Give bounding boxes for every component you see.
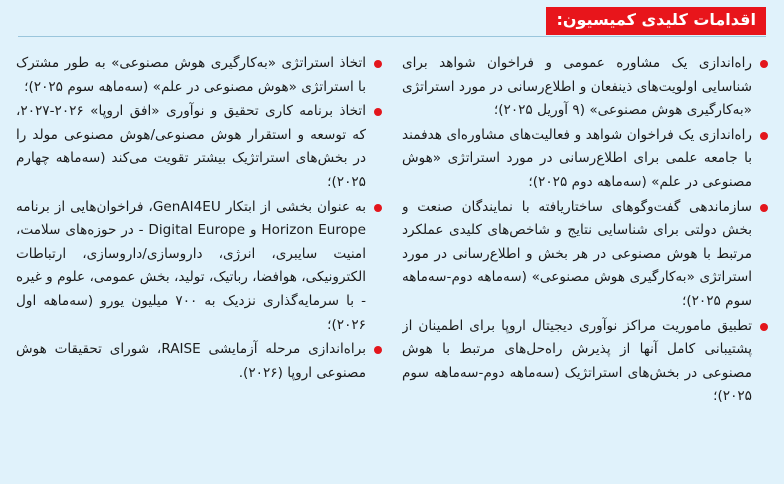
list-item (402, 196, 768, 314)
columns (16, 52, 768, 478)
list-item (16, 338, 382, 385)
item-text: براه‌اندازی مرحله آزمایشی RAISE، شورای تحقیقات هوش مصنوعی اروپا (۲۰۲۶). (16, 341, 366, 381)
left-column (16, 52, 382, 478)
right-column (402, 52, 768, 478)
item-text: راه‌اندازی یک مشاوره عمومی و فراخوان شواهد برای شناسایی اولویت‌های ذینفعان و اطلاع‌رسانی در مورد استراتژی «به‌کارگیری هوش مصنوعی» (۹ آوریل ۲۰۲۵)؛ (402, 55, 752, 119)
item-text: اتخاذ برنامه کاری تحقیق و نوآوری «افق اروپا» ۲۰۲۶-۲۰۲۷، که توسعه و استقرار هوش مصنوعی/هوش مصنوعی مولد را در بخش‌های استراتژیک بیشتر تقویت می‌کند (سه‌ماهه چهارم ۲۰۲۵)؛ (16, 103, 366, 190)
item-text: سازماندهی گفت‌وگوهای ساختاریافته با نمایندگان صنعت و بخش دولتی برای شناسایی نتایج و شاخص‌های کلیدی عملکرد مرتبط با هوش مصنوعی در هر بخش و اطلاع‌رسانی در مورد استراتژی «به‌کارگیری هوش مصنوعی» (سه‌ماهه دوم-سه‌ماهه سوم ۲۰۲۵)؛ (402, 198, 752, 309)
bullet-icon (374, 60, 382, 68)
bullet-icon (760, 60, 768, 68)
header-divider (18, 36, 766, 37)
bullet-icon (374, 204, 382, 212)
list-item (402, 124, 768, 195)
panel-title: اقدامات کلیدی کمیسیون: (546, 7, 766, 35)
list-item (16, 100, 382, 194)
item-text: به عنوان بخشی از ابتکار GenAI4EU، فراخوان‌هایی از برنامه Horizon Europe و Digital Europe - در حوزه‌های سلامت، امنیت سایبری، انرژی، داروسازی/دارو‌سازی، ارتباطات الکترونیکی، هوافضا، رباتیک، تولید، بخش عمومی، علوم و غیره - با سرمایه‌گذاری نزدیک به ۷۰۰ میلیون یورو (سه‌ماهه اول ۲۰۲۶)؛ (16, 198, 367, 333)
item-text: اتخاذ استراتژی «به‌کارگیری هوش مصنوعی» به طور مشترک با استراتژی «هوش مصنوعی در علم» (سه‌ماهه سوم ۲۰۲۵)؛ (16, 55, 366, 95)
bullet-icon (374, 108, 382, 116)
list-item (16, 196, 382, 338)
bullet-icon (374, 346, 382, 354)
bullet-icon (760, 132, 768, 140)
list-item (402, 52, 768, 123)
bullet-icon (760, 204, 768, 212)
item-text: راه‌اندازی یک فراخوان شواهد و فعالیت‌های مشاوره‌ای هدفمند با جامعه علمی برای اطلاع‌رسانی در مورد استراتژی «هوش مصنوعی در علم» (سه‌ماهه دوم ۲۰۲۵)؛ (402, 126, 752, 190)
list-item (16, 52, 382, 99)
list-item (402, 315, 768, 409)
bullet-icon (760, 323, 768, 331)
header (546, 6, 766, 36)
item-text: تطبیق ماموریت مراکز نوآوری دیجیتال اروپا برای اطمینان از پشتیبانی کامل آنها از پذیرش راه‌حل‌های مرتبط با هوش مصنوعی در بخش‌های استراتژیک (سه‌ماهه دوم-سه‌ماهه سوم ۲۰۲۵)؛ (402, 317, 752, 405)
